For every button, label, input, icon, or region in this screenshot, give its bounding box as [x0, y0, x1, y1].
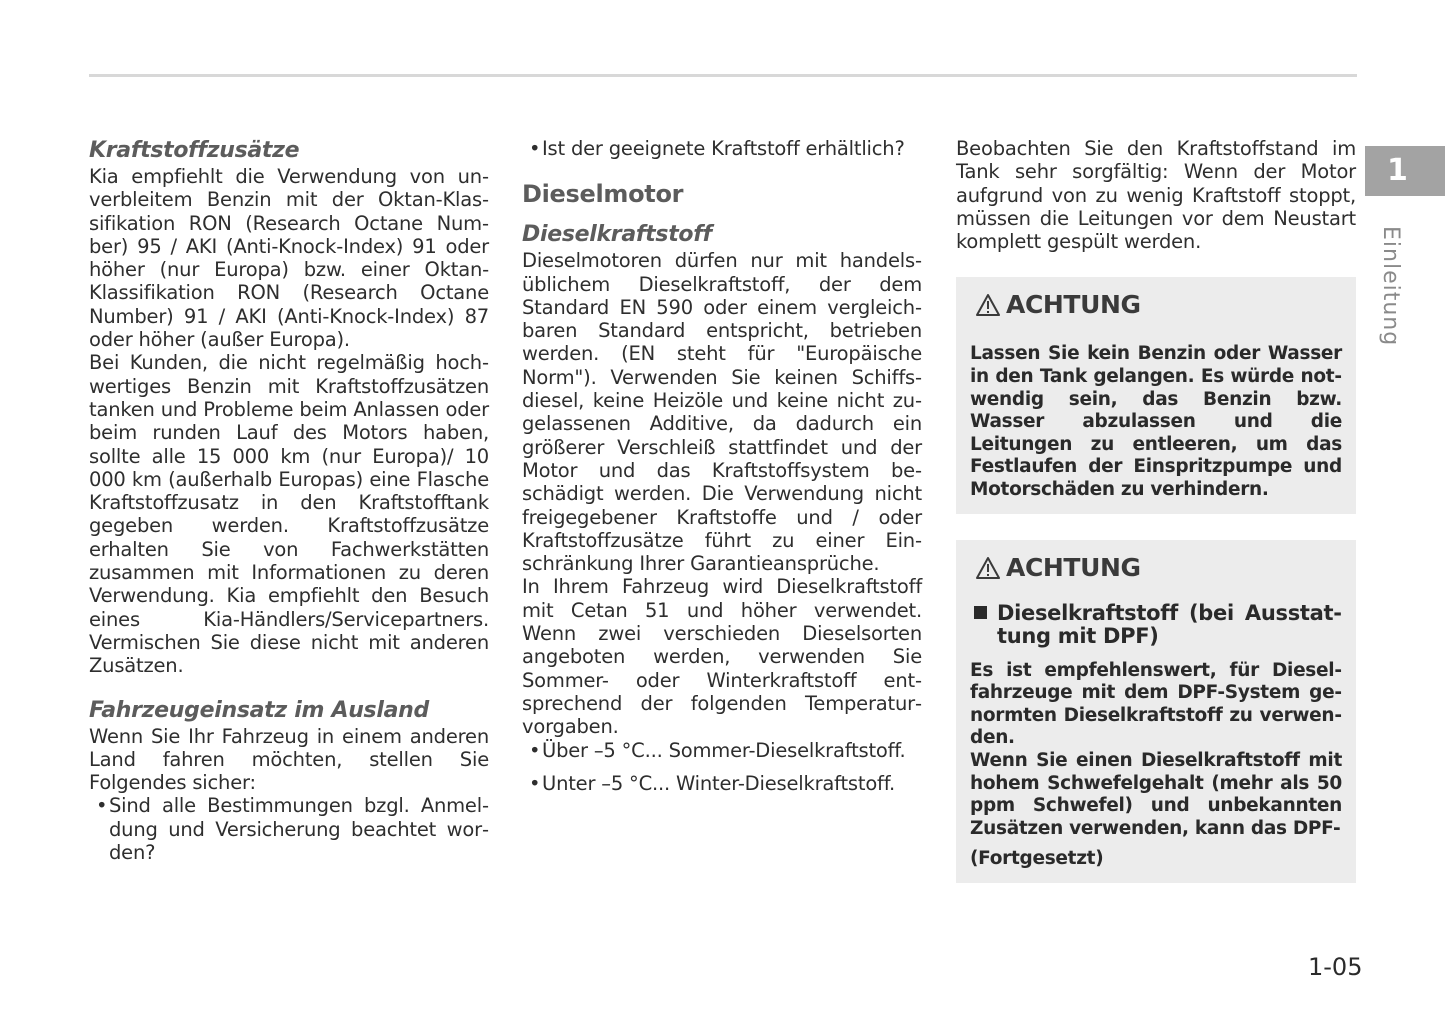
heading-kraftstoffzusaetze: Kraftstoffzusätze — [89, 138, 300, 163]
heading-dieselkraftstoff: Dieselkraftstoff — [522, 222, 712, 248]
bullet-dot: • — [529, 738, 541, 762]
warning-triangle-icon — [976, 556, 1000, 580]
chapter-tab: 1 — [1365, 146, 1445, 196]
paragraph-cetane: In Ihrem Fahrzeug wird Dieselkraftstoff mit Cetan 51 und höher verwendet. Wenn zwei verschieden Dieselsorten angeboten werden, verwenden Sie Sommer- oder Winterkraftstoff entsprechend der folgenden Temperaturvorgaben. — [522, 575, 922, 739]
chapter-label: Einleitung — [1378, 226, 1403, 347]
continued-label: (Fortgesetzt) — [970, 848, 1104, 870]
warning-box-dpf — [956, 540, 1356, 883]
list-item: • Ist der geeignete Kraftstoff erhältlich? — [529, 137, 905, 160]
page-number: 1-05 — [1308, 953, 1363, 981]
list-item: • Über –5 °C... Sommer-Dieselkraftstoff. — [529, 738, 906, 762]
heading-fahrzeugeinsatz-ausland: Fahrzeugeinsatz im Ausland — [89, 697, 429, 723]
list-item: • Unter –5 °C... Winter-Dieselkraftstoff. — [529, 771, 895, 795]
paragraph-abroad: Wenn Sie Ihr Fahrzeug in einem anderen Land fahren möchten, stellen Sie Folgendes sicher: — [89, 724, 489, 795]
warning-title: ACHTUNG — [976, 289, 1342, 321]
warning-box-petrol-water — [956, 277, 1356, 513]
bullet-dot: • — [96, 794, 108, 818]
column-1 — [89, 137, 489, 864]
column-3 — [956, 137, 1356, 883]
column-2 — [522, 137, 922, 795]
square-bullet-icon — [974, 606, 987, 619]
paragraph-fuel-level: Beobachten Sie den Kraftstoffstand im Tank sehr sorgfältig: Wenn der Motor aufgrund von zu wenig Kraftstoff stoppt, müssen die Leitungen vor dem Neustart komplett gespült werden. — [956, 137, 1356, 254]
list-item: • Sind alle Bestimmungen bzgl. Anmeldung und Versicherung beachtet worden? — [96, 794, 489, 865]
bullet-list-temperature — [522, 739, 922, 796]
warning-title: ACHTUNG — [976, 552, 1342, 584]
bullet-list-abroad-cont — [522, 137, 922, 160]
bullet-dot: • — [529, 771, 541, 795]
paragraph-fuel-additive: Bei Kunden, die nicht regelmäßig hochwertiges Benzin mit Kraftstoffzusätzen tanken und Probleme beim Anlassen oder beim runden Lauf des Motors haben, sollte alle 15 000 km (nur Europa)/ 10 000 km (außerhalb Europas) eine Flasche Kraftstoffzusatz in den Kraftstofftank gegeben werden. Kraftstoffzusätze erhalten Sie von Fachwerkstätten zusammen mit Informationen zu deren Verwendung. Kia empfiehlt den Besuch eines Kia-Händlers/Servicepartners. Vermischen Sie diese nicht mit anderen Zusätzen. — [89, 351, 489, 678]
bullet-list-abroad — [89, 794, 489, 864]
warning-text: Lassen Sie kein Benzin oder Wasser in den Tank gelangen. Es würde notwendig sein, das Benzin bzw. Wasser abzulassen und die Leitungen zu entleeren, um das Festlaufen der Einspritzpumpe und Motorschäden zu verhindern. — [970, 343, 1342, 501]
warning-text-dpf-1: Es ist empfehlenswert, für Dieselfahrzeuge mit dem DPF-System genormten Dieselkraftstoff zu verwenden. — [970, 659, 1342, 749]
top-divider — [89, 74, 1357, 77]
warning-subtitle: Dieselkraftstoff (bei Ausstattung mit DPF) — [970, 602, 1342, 648]
paragraph-diesel-standard: Dieselmotoren dürfen nur mit handelsüblichem Dieselkraftstoff, der dem Standard EN 590 oder einem vergleichbaren Standard entspricht, betrieben werden. (EN steht für "Europäische Norm"). Verwenden Sie keinen Schiffsdiesel, keine Heizöle und keine nicht zugelassenen Additive, da dadurch ein größerer Verschleiß stattfindet und der Motor und das Kraftstoffsystem beschädigt werden. Die Verwendung nicht freigegebener Kraftstoffe und / oder Kraftstoffzusätze führt zu einer Einschränkung Ihrer Garantieansprüche. — [522, 249, 922, 576]
paragraph-octane: Kia empfiehlt die Verwendung von unverbleitem Benzin mit der Oktan-Klassifikation RON (Research Octane Number) 95 / AKI (Anti-Knock-Index) 91 oder höher (nur Europa) bzw. einer Oktan-Klassifikation RON (Research Octane Number) 91 / AKI (Anti-Knock-Index) 87 oder höher (außer Europa). — [89, 165, 489, 352]
warning-triangle-icon — [976, 293, 1000, 317]
warning-text-dpf-2: Wenn Sie einen Dieselkraftstoff mit hohem Schwefelgehalt (mehr als 50 ppm Schwefel) und unbekannten Zusätzen verwenden, kann das DPF- — [970, 750, 1342, 839]
heading-dieselmotor: Dieselmotor — [522, 180, 684, 209]
bullet-dot: • — [529, 137, 541, 160]
